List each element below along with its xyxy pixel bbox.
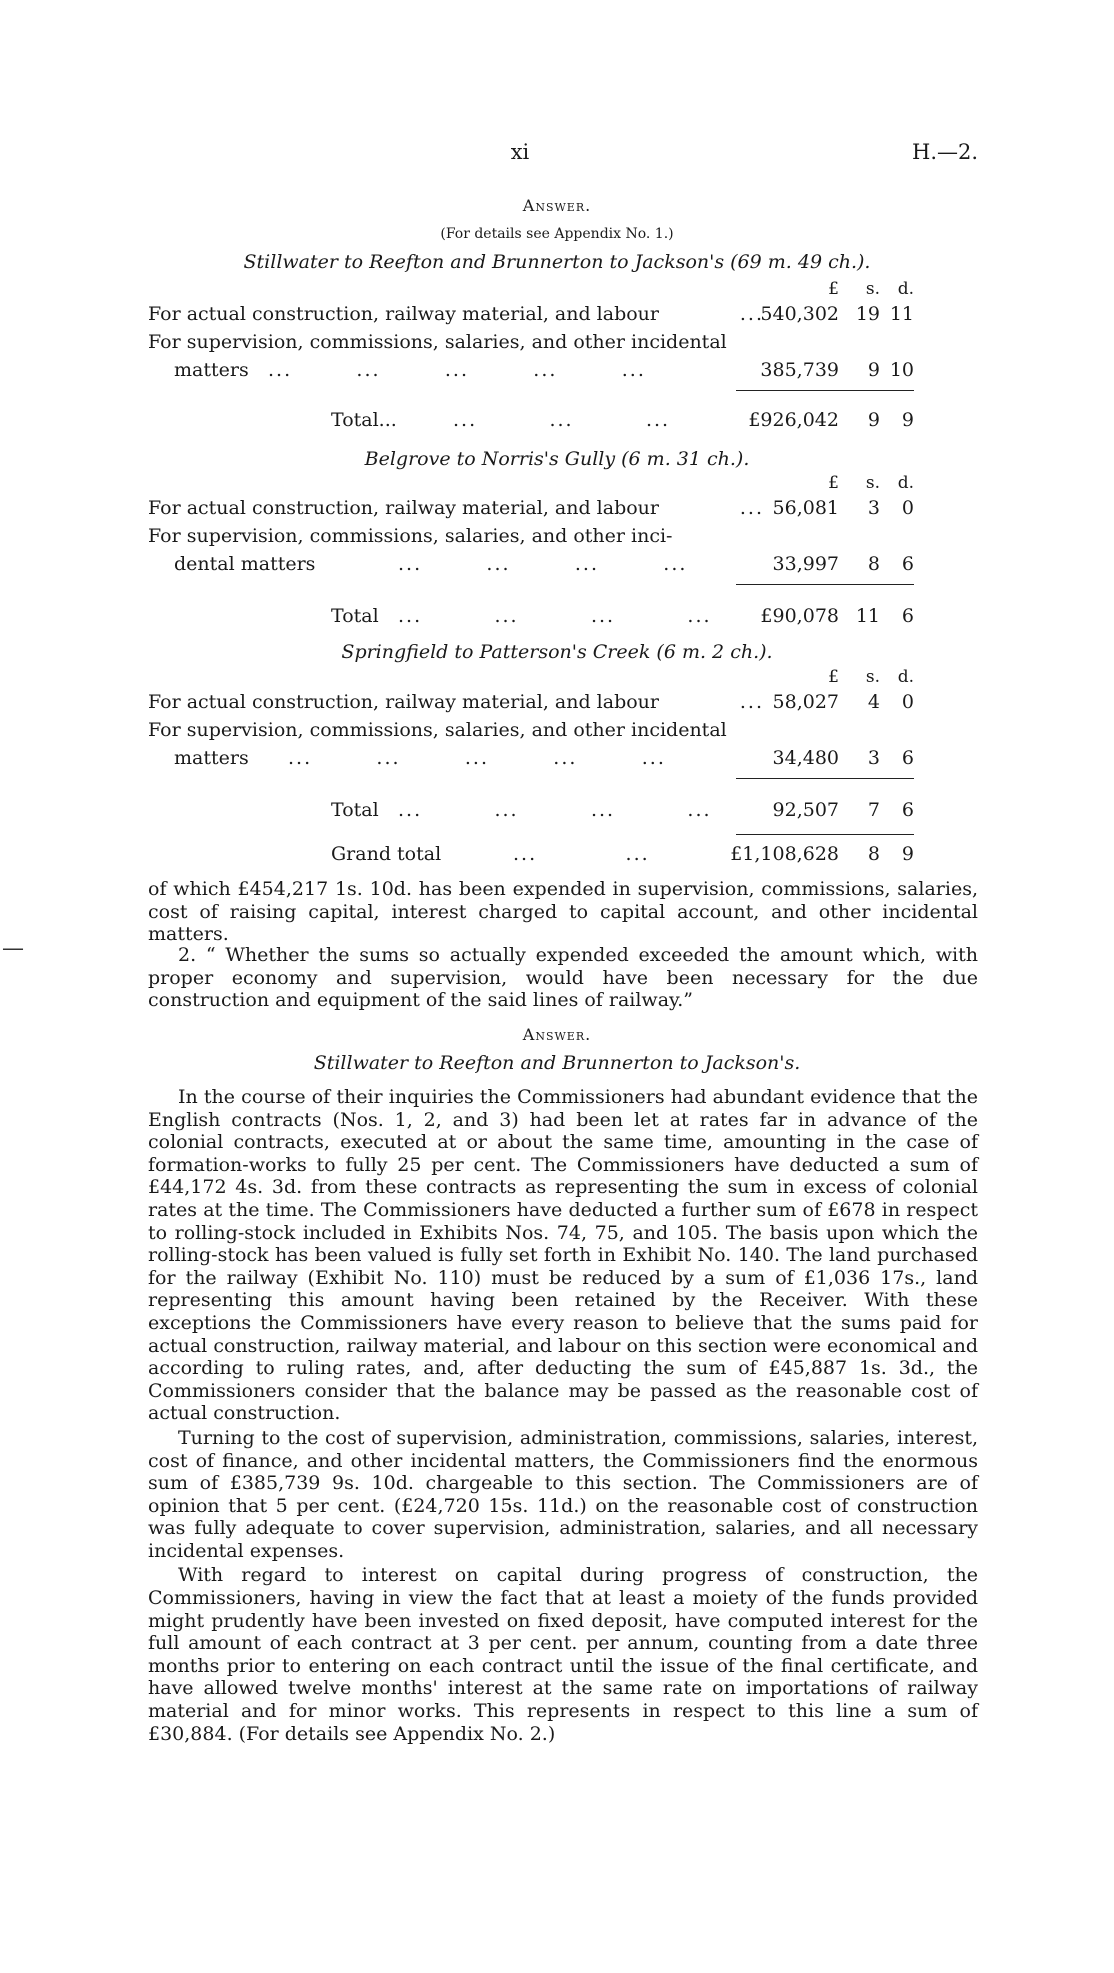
body-paragraph: With regard to interest on capital during progress of construction, the Commissioners, having in view the fact that at least a moiety of the funds provided might prudently have been invested on fixed deposit, have computed interest for the full amount of each contract at 3 per cent. per annum, counting from a date three months prior to entering on each contract until the issue of the final certificate, and have allowed twelve months' interest at the same rate on importations of railway material and for minor works. This represents in respect to this line a sum of £30,884. (For details see Appendix No. 2.): [148, 1564, 978, 1745]
leader-dots: ... ... ... ...: [398, 605, 712, 627]
grand-total-label: Grand total: [331, 843, 442, 865]
account-line: [148, 744, 914, 772]
total-pounds: £926,042: [748, 409, 839, 431]
shillings-header: s.: [865, 279, 880, 299]
account-block: [148, 666, 914, 868]
line-description: For supervision, commissions, salaries, and other incidental: [148, 331, 727, 353]
column-headers: [148, 666, 914, 688]
grand-total-rule: [736, 834, 914, 835]
pounds-value: 33,997: [772, 553, 839, 575]
account-block: [148, 472, 914, 630]
total-shillings: 9: [867, 409, 880, 431]
closing-paragraph: [148, 878, 978, 946]
grand-total-pence: 9: [901, 843, 914, 865]
pence-value: 0: [901, 497, 914, 519]
total-pence: 6: [901, 799, 914, 821]
section-title: Belgrove to Norris's Gully (6 m. 31 ch.).: [364, 448, 750, 470]
total-label: Total...: [331, 409, 397, 431]
line-description: matters: [174, 747, 249, 769]
total-label: Total: [331, 799, 379, 821]
leader-dots: ... ... ... ...: [398, 799, 712, 821]
answer-heading: Answer.: [522, 196, 592, 215]
column-headers: [148, 472, 914, 494]
pence-header: d.: [897, 667, 914, 687]
total-line: [148, 406, 914, 434]
body-paragraph: Turning to the cost of supervision, administration, commissions, salaries, interest, cost of finance, and other incidental matters, the Commissioners find the enormous sum of £385,739 9s. 10d. chargeable to this section. The Commissioners are of opinion that 5 per cent. (£24,720 15s. 11d.) on the reasonable cost of construction was fully adequate to cover supervision, administration, salaries, and all necessary incidental expenses.: [148, 1426, 978, 1562]
document-reference: H.—2.: [912, 140, 979, 164]
line-description: For actual construction, railway material, and labour: [148, 303, 660, 325]
shillings-value: 3: [867, 747, 880, 769]
account-line: [148, 328, 914, 356]
pence-header: d.: [897, 473, 914, 493]
answer2-subtitle: Stillwater to Reefton and Brunnerton to Jackson's.: [313, 1052, 801, 1074]
leader-dots: ... ... ...: [453, 409, 671, 431]
pence-value: 11: [889, 303, 914, 325]
sum-rule: [736, 390, 914, 391]
line-description: For actual construction, railway material, and labour: [148, 691, 660, 713]
shillings-value: 3: [867, 497, 880, 519]
account-line: [148, 494, 914, 522]
total-line: [148, 796, 914, 824]
shillings-header: s.: [865, 667, 880, 687]
pounds-value: 385,739: [760, 359, 839, 381]
account-block: [148, 278, 914, 434]
account-line: [148, 716, 914, 744]
total-label: Total: [331, 605, 379, 627]
section-title: Springfield to Patterson's Creek (6 m. 2 ch.).: [341, 641, 773, 663]
pounds-value: 58,027: [772, 691, 839, 713]
account-line: [148, 522, 914, 550]
sum-rule: [736, 584, 914, 585]
total-shillings: 7: [867, 799, 880, 821]
column-headers: [148, 278, 914, 300]
leader-dots: ...: [739, 303, 764, 325]
page-number: xi: [510, 140, 530, 164]
account-line: [148, 356, 914, 384]
grand-total-pounds: £1,108,628: [730, 843, 839, 865]
line-description: For supervision, commissions, salaries, and other inci-: [148, 525, 673, 547]
shillings-header: s.: [865, 473, 880, 493]
pence-value: 6: [901, 553, 914, 575]
total-pence: 9: [901, 409, 914, 431]
grand-total-line: [148, 840, 914, 868]
section-title: Stillwater to Reefton and Brunnerton to Jackson's (69 m. 49 ch.).: [243, 251, 871, 273]
total-pence: 6: [901, 605, 914, 627]
leader-dots: ... ...: [513, 843, 650, 865]
question-text: 2. “ Whether the sums so actually expended exceeded the amount which, with proper economy and supervision, would have been necessary for the due construction and equipment of the said lines of railway.”: [148, 944, 978, 1012]
pounds-header: £: [828, 667, 839, 687]
account-line: [148, 688, 914, 716]
pence-value: 10: [889, 359, 914, 381]
account-line: [148, 550, 914, 578]
pounds-value: 34,480: [772, 747, 839, 769]
question-paragraph: [148, 944, 978, 1012]
answer2-heading: Answer.: [522, 1025, 592, 1044]
margin-mark: —: [2, 936, 24, 961]
shillings-value: 8: [867, 553, 880, 575]
total-pounds: £90,078: [760, 605, 839, 627]
closing-text: of which £454,217 1s. 10d. has been expended in supervision, commissions, salaries, cost of raising capital, interest charged to capital account, and other incidental matters.: [148, 878, 978, 946]
appendix-note: (For details see Appendix No. 1.): [440, 226, 674, 242]
line-description: For supervision, commissions, salaries, and other incidental: [148, 719, 727, 741]
pounds-value: 540,302: [760, 303, 839, 325]
leader-dots: ... ... ... ... ...: [268, 359, 646, 381]
line-description: matters: [174, 359, 249, 381]
leader-dots: ... ... ... ...: [398, 553, 688, 575]
shillings-value: 4: [867, 691, 880, 713]
shillings-value: 19: [855, 303, 880, 325]
line-description: For actual construction, railway material, and labour: [148, 497, 660, 519]
pence-value: 6: [901, 747, 914, 769]
total-pounds: 92,507: [772, 799, 839, 821]
leader-dots: ...: [739, 497, 764, 519]
pounds-header: £: [828, 279, 839, 299]
pounds-header: £: [828, 473, 839, 493]
pence-value: 0: [901, 691, 914, 713]
grand-total-shillings: 8: [867, 843, 880, 865]
body-paragraph: In the course of their inquiries the Commissioners had abundant evidence that the English contracts (Nos. 1, 2, and 3) had been let at rates far in advance of the colonial contracts, executed at or about the same time, amounting in the case of formation-works to fully 25 per cent. The Commissioners have deducted a sum of £44,172 4s. 3d. from these contracts as representing the sum in excess of colonial rates at the time. The Commissioners have deducted a further sum of £678 in respect to rolling-stock included in Exhibits Nos. 74, 75, and 105. The basis upon which the rolling-stock has been valued is fully set forth in Exhibit No. 140. The land purchased for the railway (Exhibit No. 110) must be reduced by a sum of £1,036 17s., land representing this amount having been retained by the Receiver. With these exceptions the Commissioners have every reason to believe that the sums paid for actual construction, railway material, and labour on this section were economical and according to ruling rates, and, after deducting the sum of £45,887 1s. 3d., the Commissioners consider that the balance may be passed as the reasonable cost of actual construction.: [148, 1086, 978, 1425]
pence-header: d.: [897, 279, 914, 299]
shillings-value: 9: [867, 359, 880, 381]
total-line: [148, 602, 914, 630]
pounds-value: 56,081: [772, 497, 839, 519]
account-line: [148, 300, 914, 328]
total-shillings: 11: [855, 605, 880, 627]
sum-rule: [736, 778, 914, 779]
leader-dots: ...: [739, 691, 764, 713]
leader-dots: ... ... ... ... ...: [288, 747, 666, 769]
line-description: dental matters: [174, 553, 316, 575]
answer2-body: [148, 1086, 978, 1745]
